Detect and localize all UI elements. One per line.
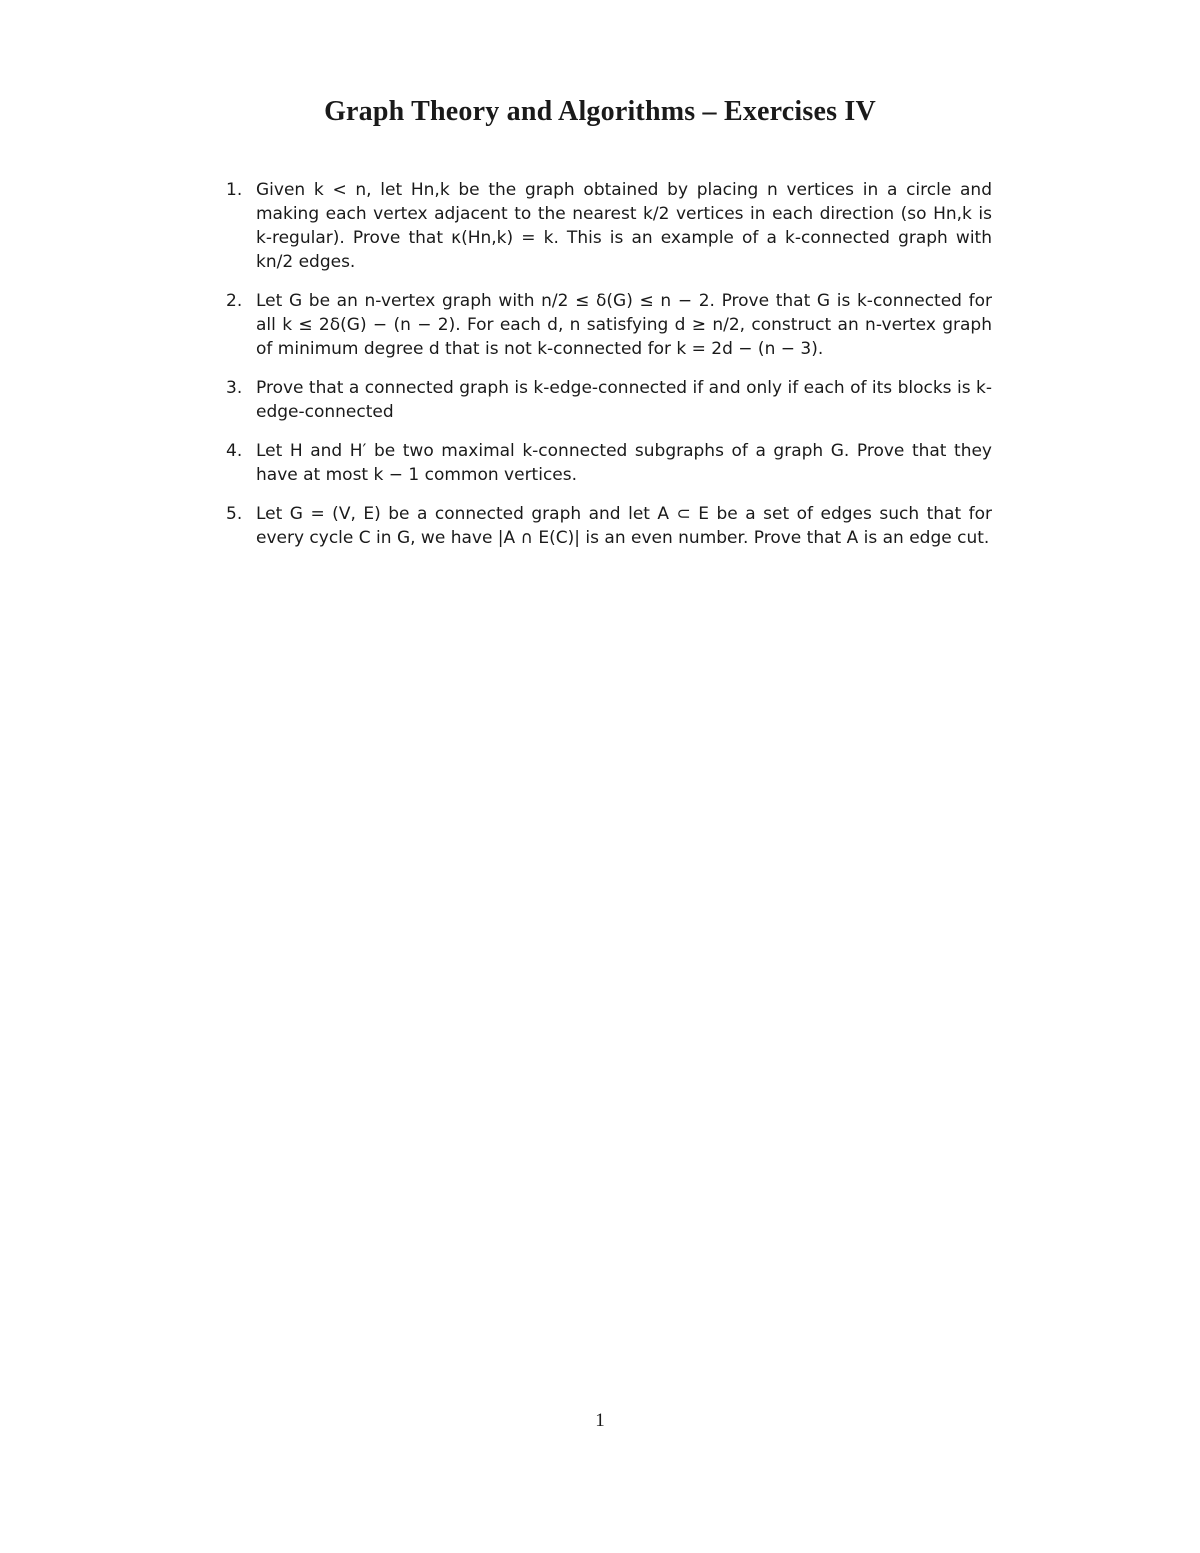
exercise-item-3 xyxy=(226,376,992,424)
exercise-number: 4. xyxy=(226,441,243,461)
exercise-text: Let G = (V, E) be a connected graph and let A ⊂ E be a set of edges such that for every cycle C in G, we have |A ∩ E(C)| is an even number. Prove that A is an edge cut. xyxy=(256,504,992,548)
exercise-item-1 xyxy=(226,178,992,274)
exercise-list xyxy=(226,178,992,565)
exercise-text: Let G be an n-vertex graph with n/2 ≤ δ(G) ≤ n − 2. Prove that G is k-connected for all k ≤ 2δ(G) − (n − 2). For each d, n satisfying d ≥ n/2, construct an n-vertex graph of minimum degree d that is not k-connected for k = 2d − (n − 3). xyxy=(256,291,992,359)
page-number: 1 xyxy=(595,1410,605,1431)
exercise-number: 5. xyxy=(226,504,243,524)
page-title: Graph Theory and Algorithms – Exercises IV xyxy=(324,96,876,127)
exercise-number: 3. xyxy=(226,378,243,398)
exercise-number: 1. xyxy=(226,180,243,200)
exercise-text: Prove that a connected graph is k-edge-connected if and only if each of its blocks is k-edge-connected xyxy=(256,378,992,422)
exercise-item-4 xyxy=(226,439,992,487)
exercise-text: Let H and H′ be two maximal k-connected subgraphs of a graph G. Prove that they have at most k − 1 common vertices. xyxy=(256,441,992,485)
exercise-text: Given k < n, let Hn,k be the graph obtained by placing n vertices in a circle and making each vertex adjacent to the nearest k/2 vertices in each direction (so Hn,k is k-regular). Prove that κ(Hn,k) = k. This is an example of a k-connected graph with kn/2 edges. xyxy=(256,180,992,272)
exercise-number: 2. xyxy=(226,291,243,311)
exercise-item-5 xyxy=(226,502,992,550)
exercise-item-2 xyxy=(226,289,992,361)
